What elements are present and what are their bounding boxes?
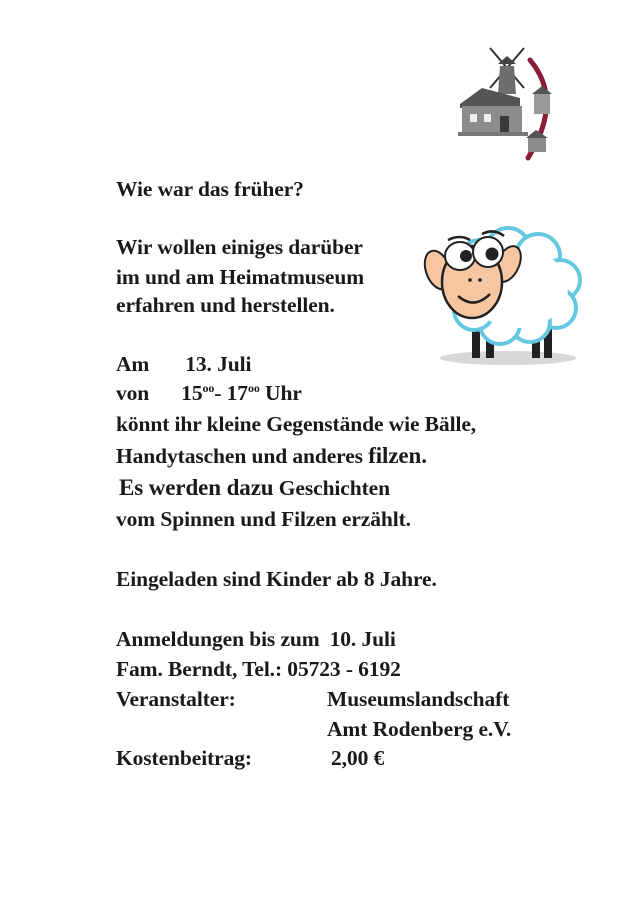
flyer-title: Wie war das früher?: [116, 177, 304, 201]
time-end-sup: oo: [247, 381, 260, 395]
invite-line: Eingeladen sind Kinder ab 8 Jahre.: [116, 567, 437, 591]
body-line-2-emphasis: filzen.: [368, 443, 427, 468]
time-label: von: [116, 381, 150, 405]
registration-label: Anmeldungen bis zum: [116, 627, 320, 651]
body-line-2: [116, 443, 427, 469]
date-value: 13. Juli: [185, 352, 252, 376]
time-unit: Uhr: [265, 381, 302, 405]
cost-label: Kostenbeitrag:: [116, 746, 252, 770]
time-end: 17: [226, 381, 248, 405]
organizer-name-1: Museumslandschaft: [327, 687, 510, 711]
body-line-1: könnt ihr kleine Gegenstände wie Bälle,: [116, 412, 477, 436]
body-line-4: vom Spinnen und Filzen erzählt.: [116, 507, 411, 531]
registration-line: [116, 626, 396, 652]
body-line-3-text: Es werden dazu: [119, 475, 274, 500]
sheep-illustration: [420, 212, 585, 370]
intro-line-1: Wir wollen einiges darüber: [116, 235, 363, 259]
date-line: [116, 351, 251, 377]
time-start-sup: oo: [202, 381, 215, 395]
intro-line-2: im und am Heimatmuseum: [116, 265, 365, 289]
body-line-3-tail: Geschichten: [278, 476, 390, 500]
body-line-3: [119, 475, 390, 501]
time-start: 15: [181, 381, 203, 405]
organizer-label: Veranstalter:: [116, 687, 236, 711]
time-separator: -: [214, 381, 227, 405]
body-line-2-text: Handytaschen und anderes: [116, 444, 369, 468]
museum-logo: [448, 42, 568, 167]
registration-date: 10. Juli: [329, 627, 396, 651]
date-label: Am: [116, 352, 150, 376]
cost-value: 2,00 €: [331, 746, 385, 770]
intro-line-3: erfahren und herstellen.: [116, 293, 335, 317]
time-line: [116, 380, 302, 406]
organizer-name-2: Amt Rodenberg e.V.: [327, 717, 512, 741]
contact-line: Fam. Berndt, Tel.: 05723 - 6192: [116, 657, 401, 681]
